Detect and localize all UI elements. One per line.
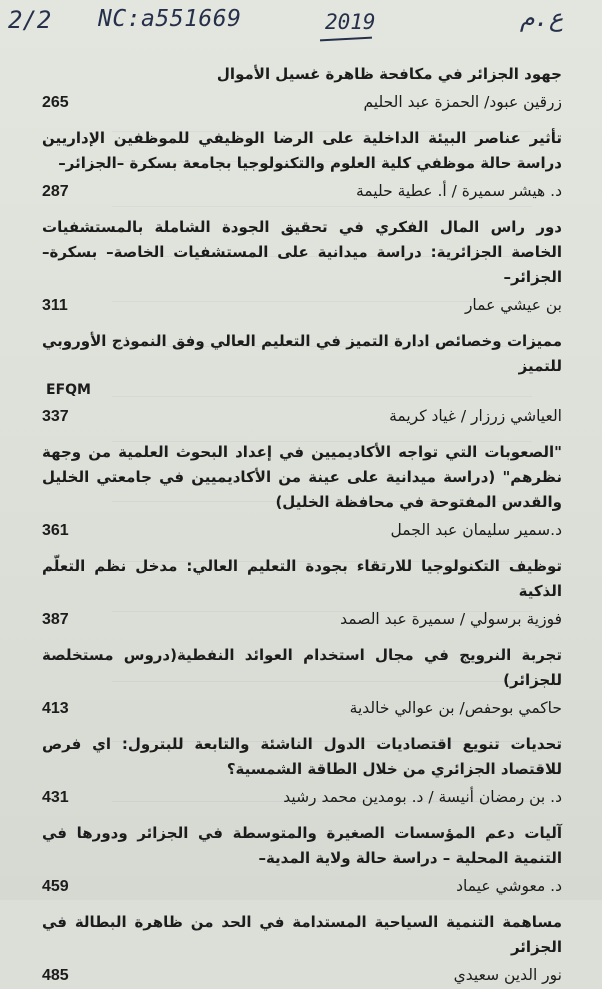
- article-author: فوزية برسولي / سميرة عبد الصمد: [340, 610, 562, 628]
- author-row: [42, 178, 562, 205]
- toc-entry: [42, 643, 562, 722]
- article-author: د. معوشي عيماد: [456, 877, 562, 895]
- handwritten-arabic-mark: ع.م: [520, 4, 564, 32]
- handwritten-year: 2019: [325, 10, 376, 34]
- handwritten-underline: [320, 37, 372, 42]
- page-number: 431: [42, 789, 69, 806]
- efqm-label: EFQM: [46, 382, 91, 398]
- article-title: آليات دعم المؤسسات الصغيرة والمتوسطة في الجزائر ودورها في التنمية المحلية – دراسة حالة ولاية المدية–: [42, 824, 562, 867]
- author-row: [42, 403, 562, 430]
- article-author: د. بن رمضان أنيسة / د. بومدين محمد رشيد: [283, 788, 562, 806]
- toc-entry: [42, 329, 562, 430]
- author-row: [42, 89, 562, 116]
- article-title: "الصعوبات التي تواجه الأكاديميين في إعداد البحوث العلمية من وجهة نظرهم" (دراسة ميدانية على عينة من الأكاديميين في جامعتي الخليل والقدس المفتوحة في محافظة الخليل): [42, 443, 562, 511]
- article-title: جهود الجزائر في مكافحة ظاهرة غسيل الأموال: [216, 65, 562, 83]
- article-author: العياشي زرزار / غياد كريمة: [389, 407, 562, 425]
- author-row: [42, 606, 562, 633]
- page-number: 387: [42, 611, 69, 628]
- toc-entry: [42, 910, 562, 989]
- author-row: [42, 292, 562, 319]
- author-row: [42, 962, 562, 989]
- toc-entry: [42, 440, 562, 544]
- article-author: د. هيشر سميرة / أ. عطية حليمة: [356, 182, 562, 200]
- article-author: حاكمي بوحفص/ بن عوالي خالدية: [349, 699, 562, 717]
- page-number: 265: [42, 94, 69, 111]
- toc-entry: [42, 215, 562, 319]
- article-title: توظيف التكنولوجيا للارتقاء بجودة التعليم العالي: مدخل نظم التعلّم الذكية: [42, 557, 562, 600]
- page-number: 287: [42, 183, 69, 200]
- toc-entry: [42, 62, 562, 116]
- toc-entry: [42, 821, 562, 900]
- toc-entry: [42, 126, 562, 205]
- author-row: [42, 695, 562, 722]
- article-title: تحديات تنويع اقتصاديات الدول الناشئة والتابعة للبترول: اي فرص للاقتصاد الجزائري من خلال الطاقة الشمسية؟: [42, 735, 562, 778]
- article-title: دور راس المال الفكري في تحقيق الجودة الشاملة بالمستشفيات الخاصة الجزائرية: دراسة ميدانية على المستشفيات الخاصة– بسكرة– الجزائر–: [42, 218, 562, 286]
- page-number: 337: [42, 408, 69, 425]
- article-title: مساهمة التنمية السياحية المستدامة في الحد من ظاهرة البطالة في الجزائر: [42, 913, 562, 956]
- article-title: تجربة النرويج في مجال استخدام العوائد النفطية(دروس مستخلصة للجزائر): [42, 646, 562, 689]
- author-row: [42, 873, 562, 900]
- page-number: 459: [42, 878, 69, 895]
- toc-entry: [42, 732, 562, 811]
- article-title: تأثير عناصر البيئة الداخلية على الرضا الوظيفي للموظفين الإداريين دراسة حالة موظفي كلية العلوم والتكنولوجيا بجامعة بسكرة –الجزائر–: [42, 129, 562, 172]
- page-number: 311: [42, 297, 68, 314]
- article-author: زرقين عبود/ الحمزة عبد الحليم: [363, 93, 562, 111]
- handwritten-catalog-code: NC:a551669: [98, 6, 242, 32]
- article-author: د.سمير سليمان عبد الجمل: [390, 521, 562, 539]
- article-author: بن عيشي عمار: [464, 296, 562, 314]
- handwritten-page-number: 2/2: [8, 6, 52, 34]
- article-author: نور الدين سعيدي: [453, 966, 562, 984]
- author-row: [42, 784, 562, 811]
- author-row: [42, 517, 562, 544]
- article-title: مميزات وخصائص ادارة التميز في التعليم العالي وفق النموذج الأوروبي للتميز: [42, 332, 562, 375]
- toc-entry: [42, 554, 562, 633]
- page-number: 485: [42, 967, 69, 984]
- page-number: 361: [42, 522, 69, 539]
- page-number: 413: [42, 700, 69, 717]
- table-of-contents: [42, 62, 562, 989]
